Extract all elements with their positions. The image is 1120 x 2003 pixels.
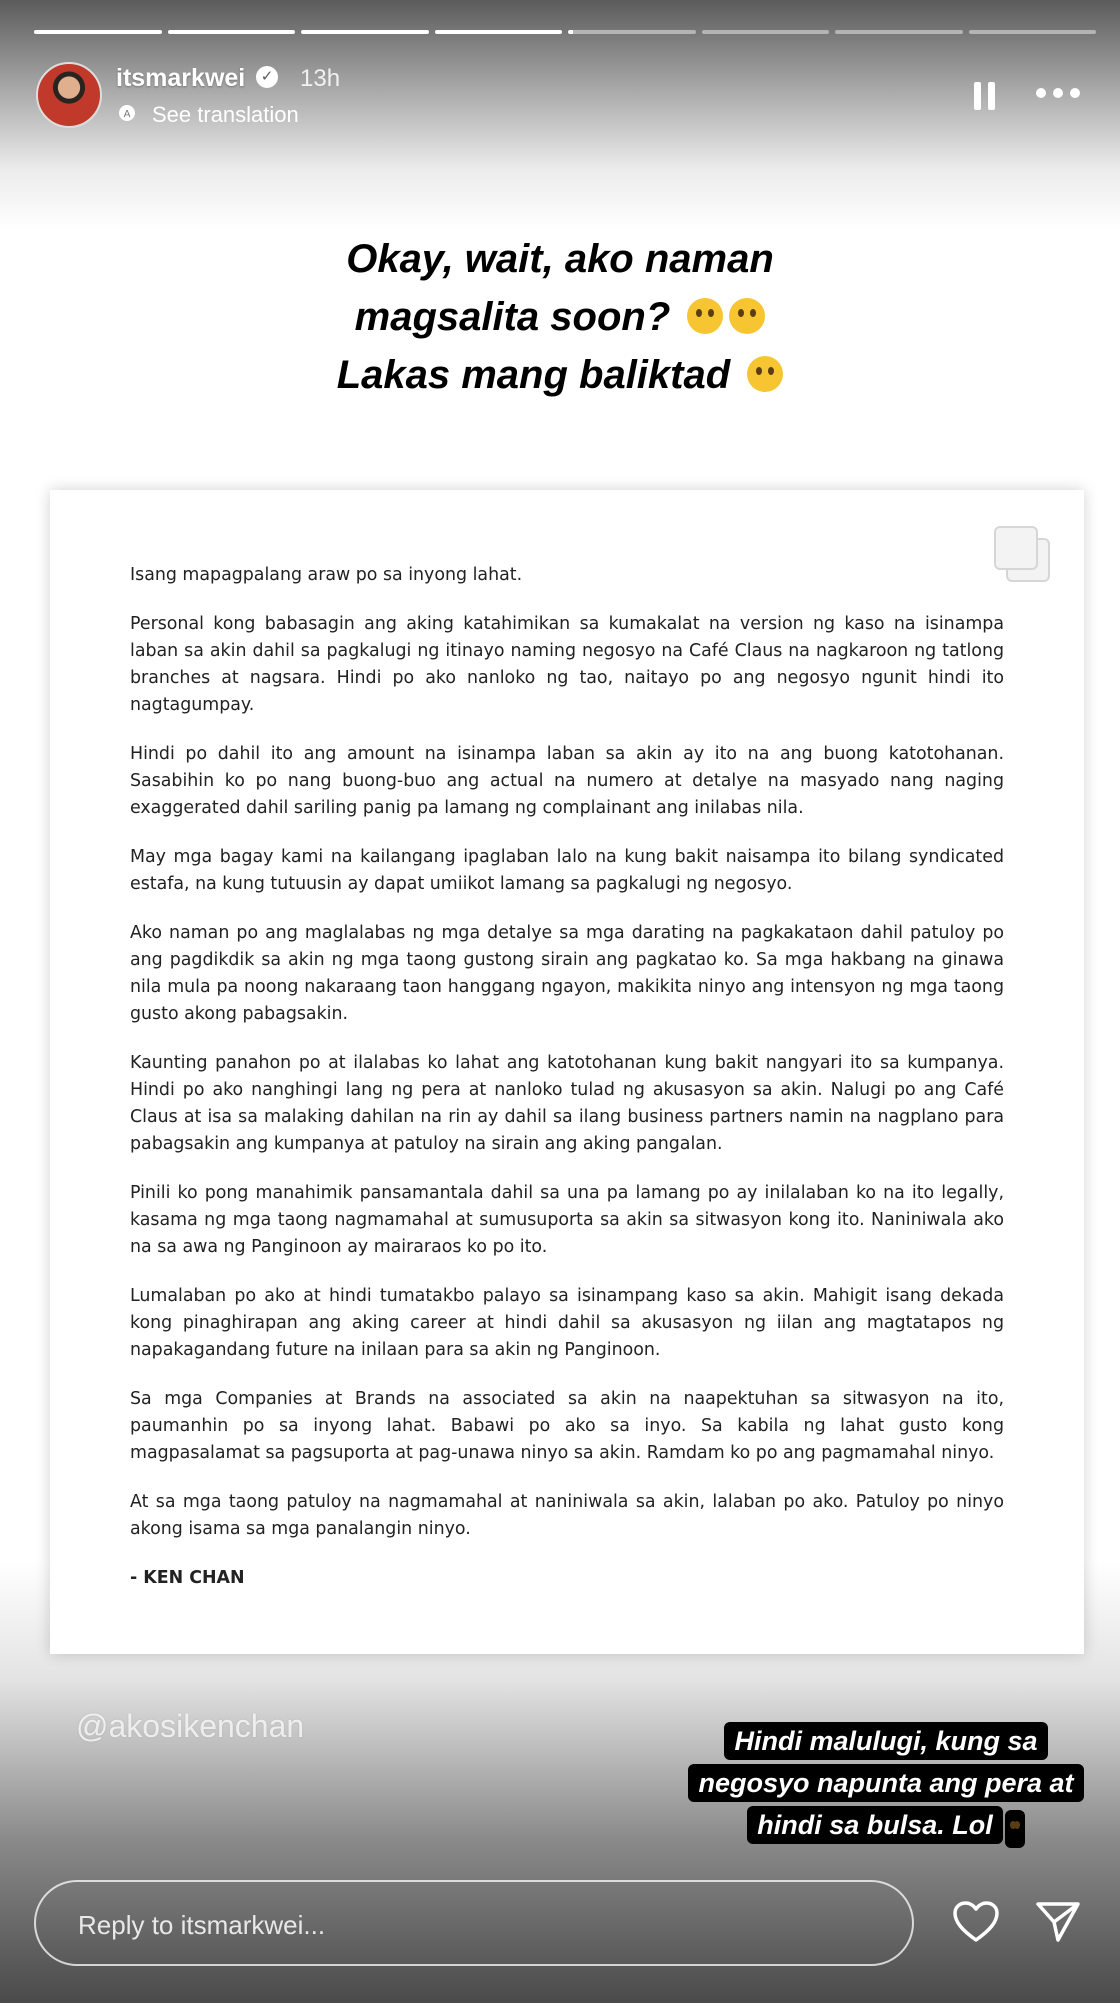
progress-segment (34, 30, 162, 34)
statement-paragraph: May mga bagay kami na kailangang ipaglaban lalo na kung bakit naisampa ito bilang syndicated estafa, na kung tutuusin ay dapat umiikot lamang sa pagkalugi ng negosyo. (130, 847, 1004, 894)
progress-segment (168, 30, 296, 34)
thinking-emoji-icon (687, 298, 723, 334)
statement-paragraph: At sa mga taong patuloy na nagmamahal at naniniwala sa akin, lalaban po ako. Patuloy po ninyo akong isama sa mga panalangin ninyo. (130, 1492, 1004, 1539)
verified-badge-icon: ✓ (256, 66, 278, 88)
statement-paragraph: Personal kong babasagin ang aking katahimikan sa kumakalat na version ng kaso na isinampa laban sa akin dahil sa pagkalugi ng itinayo naming negosyo na Café Claus na nagkaroon ng tatlong branches at nagsara. Hindi po ako nanloko ng tao, naitayo po ang negosyo ngunit hindi ito nagtagumpay. (130, 614, 1004, 715)
caption-line: Okay, wait, ako naman (346, 237, 774, 281)
see-translation-link[interactable]: See translation (152, 102, 299, 127)
statement-signature: - KEN CHAN (130, 1568, 245, 1588)
progress-segment-active (568, 30, 696, 34)
statement-paragraph: Kaunting panahon po at ilalabas ko lahat ang katotohanan kung bakit nangyari ito sa kumpanya. Hindi po ako nanghingi lang ng pera at nanloko tulad ng akusasyon sa akin. Nalugi po ang Café Claus at isa sa malaking dahilan na rin ay dahil sa ilang business partners namin na nagplano para pabagsakin ang kumpanya at patuloy na sirain ang aking pangalan. (130, 1053, 1004, 1154)
weary-emoji-icon (747, 356, 783, 392)
avatar[interactable] (36, 62, 102, 128)
statement-paragraph: Lumalaban po ako at hindi tumatakbo palayo sa isinampang kaso sa akin. Mahigit isang dekada kong pinaghirapan ang aking career at hindi dahil sa akusasyon ng iilan ang magtatapos ng napakagandang future na inilaan para sa akin ng Panginoon. (130, 1286, 1004, 1360)
story-caption (0, 230, 1120, 404)
heart-icon[interactable] (952, 1900, 1000, 1944)
caption-line: Lakas mang baliktad (336, 353, 731, 397)
progress-segment (835, 30, 963, 34)
monocle-emoji-icon (729, 298, 765, 334)
statement-paragraph: Pinili ko pong manahimik pansamantala dahil sa una pa lamang po ay inilalaban ko na ito legally, kasama ng mga taong nagmamahal at sumusuporta sa akin sa sitwasyon kong ito. Naniniwala ako na sa awa ng Panginoon ay mairaraos ko po ito. (130, 1183, 1004, 1257)
story-progress (34, 30, 1096, 34)
more-icon[interactable] (1036, 88, 1082, 102)
progress-segment (435, 30, 563, 34)
pause-icon[interactable] (974, 82, 996, 110)
statement-paragraph: Sa mga Companies at Brands na associated sa akin na naapektuhan sa sitwasyon na ito, paumanhin po sa inyong lahat. Babawi po ako sa inyo. Sa kabila ng lahat gusto kong magpasalamat sa pagsuporta at pag-unawa ninyo sa akin. Ramdam ko po ang pagmamahal ninyo. (130, 1389, 1004, 1463)
mention-watermark[interactable]: @akosikenchan (76, 1708, 305, 1744)
statement-paragraph: Hindi po dahil ito ang amount na isinampa laban sa akin ay ito na ang buong katotohanan. Sasabihin ko po nang buong-buo ang actual na numero at detalye na masyado nang naging exaggerated dahil sariling panig pa lamang ng complainant ang inilabas nila. (130, 744, 1004, 818)
progress-segment (301, 30, 429, 34)
statement-text (130, 562, 1004, 1614)
reply-input[interactable] (76, 1906, 860, 1944)
username[interactable]: itsmarkwei (116, 64, 246, 92)
statement-paragraph: Ako naman po ang maglalabas ng mga detalye sa mga darating na pagkakataon dahil patuloy po ang pagdikdik sa akin ng mga taong gustong sirain ang pagkatao ko. Sa mga hakbang na ginawa nila mula pa noong nakaraang taon hanggang ngayon, makikita ninyo ang intensyon ng mga taong gusto akong pabagsakin. (130, 923, 1004, 1024)
statement-document (50, 490, 1084, 1654)
text-sticker (676, 1720, 1096, 1850)
send-icon[interactable] (1034, 1900, 1082, 1944)
reply-bar (34, 1880, 914, 1966)
progress-segment (702, 30, 830, 34)
translate-icon[interactable] (118, 104, 136, 122)
progress-segment (969, 30, 1097, 34)
sticker-text: Hindi malulugi, kung sa negosyo napunta ang pera at hindi sa bulsa. Lol (688, 1722, 1083, 1844)
post-time: 13h (300, 65, 341, 92)
svg-text:A: A (123, 109, 131, 120)
caption-line-with-emoji (0, 346, 1120, 404)
statement-paragraph: Isang mapagpalang araw po sa inyong lahat. (130, 565, 523, 585)
caption-line-with-emoji (0, 288, 1120, 346)
caption-line: magsalita soon? (354, 295, 671, 339)
laughing-emoji-icon (1005, 1810, 1025, 1848)
